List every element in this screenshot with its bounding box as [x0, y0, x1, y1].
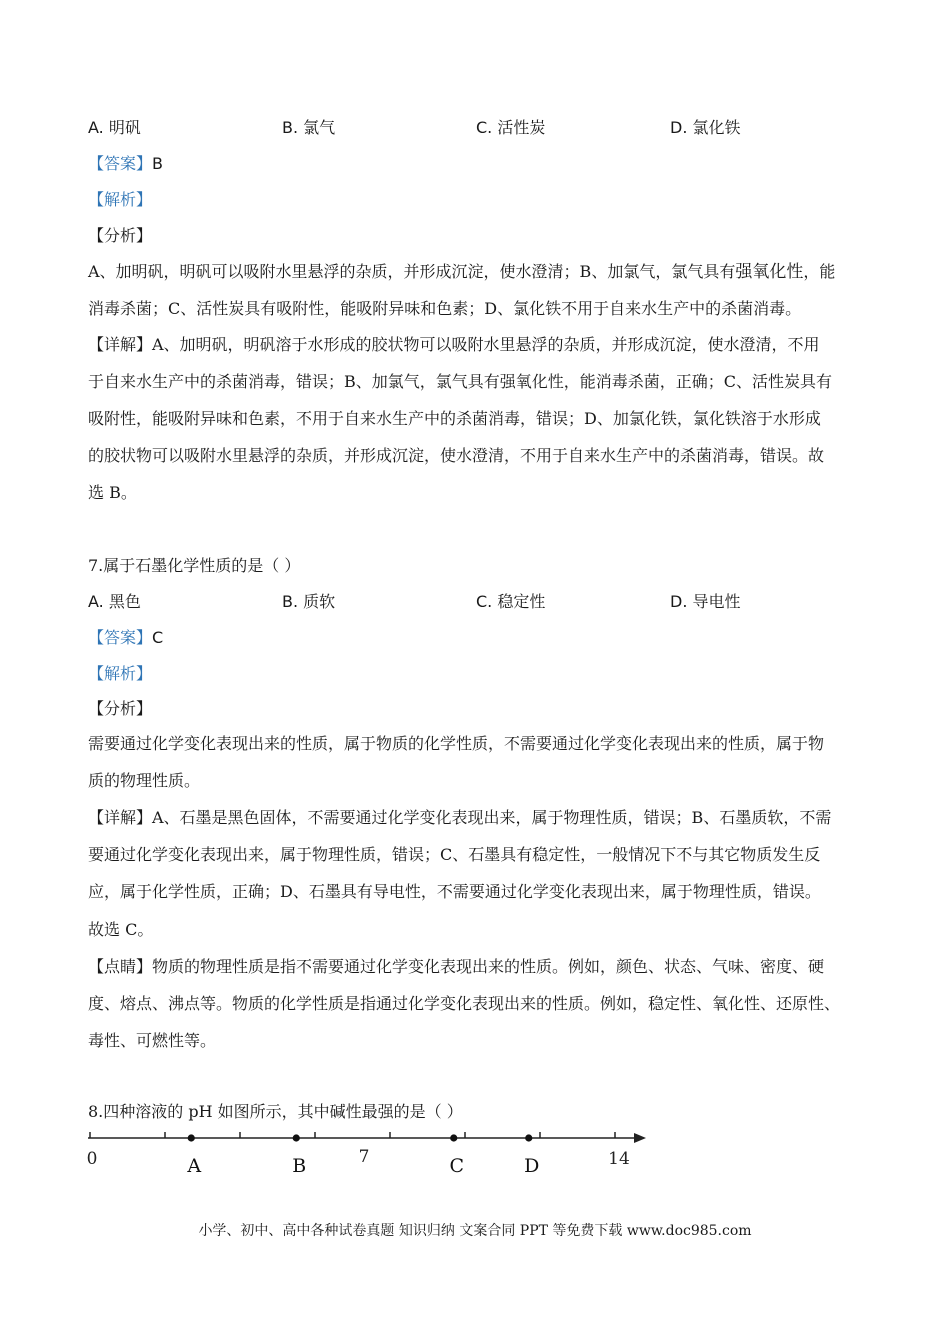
q6-option-b: B. 氯气 — [282, 118, 336, 137]
q7-xiangjie-line: 应，属于化学性质，正确；D、石墨具有导电性，不需要通过化学变化表现出来，属于物理性质，错误。 — [88, 882, 821, 901]
tick-label-14: 14 — [608, 1149, 630, 1169]
answer-tag: 【答案】 — [88, 154, 153, 173]
ph-point-label-a: A — [187, 1155, 202, 1177]
tick-label-7: 7 — [358, 1147, 370, 1167]
q7-option-a: A. 黑色 — [88, 592, 141, 611]
q6-option-d: D. 氯化铁 — [670, 118, 741, 137]
ph-point-label-b: B — [292, 1155, 307, 1177]
q6-jiexi-tag: 【解析】 — [88, 190, 153, 209]
page-footer: 小学、初中、高中各种试卷真题 知识归纳 文案合同 PPT 等免费下载 www.doc985.com — [198, 1223, 752, 1239]
q6-option-c: C. 活性炭 — [476, 118, 546, 137]
q6-xiangjie-line: 的胶状物可以吸附水里悬浮的杂质，并形成沉淀，使水澄清，不用于自来水生产中的杀菌消毒，错误。故 — [88, 446, 825, 465]
q7-xiangjie-line: 故选 C。 — [88, 920, 154, 939]
q7-dianjing-line: 毒性、可燃性等。 — [88, 1031, 217, 1050]
q7-answer — [88, 628, 163, 648]
q7-dianjing-line: 度、熔点、沸点等。物质的化学性质是指通过化学变化表现出来的性质。例如，稳定性、氧化性、还原性、 — [88, 994, 841, 1013]
q7-xiangjie-line: 【详解】A、石墨是黑色固体，不需要通过化学变化表现出来，属于物理性质，错误；B、石墨质软，不需 — [88, 808, 832, 827]
q7-dianjing-line: 【点睛】物质的物理性质是指不需要通过化学变化表现出来的性质。例如，颜色、状态、气味、密度、硬 — [88, 957, 825, 976]
ph-point-d — [525, 1134, 532, 1141]
ph-point-b — [293, 1134, 300, 1141]
ph-point-a — [188, 1134, 195, 1141]
q6-fenxi-line: 消毒杀菌；C、活性炭具有吸附性，能吸附异味和色素；D、氯化铁不用于自来水生产中的杀菌消毒。 — [88, 299, 802, 318]
q7-fenxi-tag: 【分析】 — [88, 699, 153, 718]
q6-xiangjie-line: 【详解】A、加明矾，明矾溶于水形成的胶状物可以吸附水里悬浮的杂质，并形成沉淀，使水澄清，不用 — [88, 335, 820, 354]
q6-xiangjie-line: 吸附性，能吸附异味和色素，不用于自来水生产中的杀菌消毒，错误；D、加氯化铁，氯化铁溶于水形成 — [88, 409, 821, 428]
ph-point-c — [450, 1134, 457, 1141]
fenxi-text: A、加明矾，明矾可以吸附水里悬浮的杂质，并形成沉淀，使水澄清；B、加氯气，氯气具有 — [88, 262, 736, 281]
q6-xiangjie-line: 选 B。 — [88, 483, 137, 502]
ph-number-line — [0, 1126, 950, 1186]
q7-xiangjie-line: 要通过化学变化表现出来，属于物理性质，错误；C、石墨具有稳定性，一般情况下不与其它物质发生反 — [88, 845, 821, 864]
q7-option-c: C. 稳定性 — [476, 592, 546, 611]
q7-jiexi-tag: 【解析】 — [88, 664, 153, 683]
answer-tag: 【答案】 — [88, 628, 153, 647]
q7-question: 7.属于石墨化学性质的是（ ） — [88, 556, 301, 575]
q6-answer — [88, 154, 163, 174]
answer-value: B — [152, 154, 163, 173]
q7-option-b: B. 质软 — [282, 592, 336, 611]
q6-fenxi-line — [88, 262, 835, 282]
q7-option-d: D. 导电性 — [670, 592, 741, 611]
fenxi-text: ，能 — [803, 262, 836, 281]
q8-question: 8.四种溶液的 pH 如图所示，其中碱性最强的是（ ） — [88, 1102, 463, 1121]
fenxi-emphasis: 强氧化性 — [735, 262, 804, 282]
tick-label-0: 0 — [86, 1149, 98, 1169]
q7-fenxi-line: 质的物理性质。 — [88, 771, 201, 790]
number-line-arrow — [634, 1133, 646, 1143]
ph-point-label-d: D — [524, 1155, 540, 1177]
q7-fenxi-line: 需要通过化学变化表现出来的性质，属于物质的化学性质，不需要通过化学变化表现出来的性质，属于物 — [88, 734, 825, 753]
answer-value: C — [152, 628, 164, 647]
number-line-ticks — [90, 1132, 615, 1138]
ph-point-label-c: C — [449, 1155, 465, 1177]
q6-fenxi-tag: 【分析】 — [88, 226, 153, 245]
q6-xiangjie-line: 于自来水生产中的杀菌消毒，错误；B、加氯气，氯气具有强氧化性，能消毒杀菌，正确；C、活性炭具有 — [88, 372, 833, 391]
q6-option-a: A. 明矾 — [88, 118, 141, 137]
